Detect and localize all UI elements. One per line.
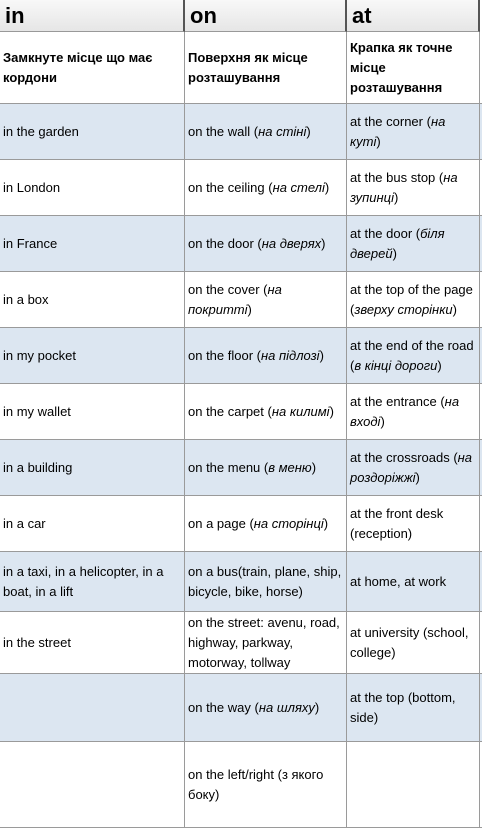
cell-at: at the door (біля дверей) (347, 216, 480, 271)
cell-on: on the ceiling (на стелі) (185, 160, 347, 215)
cell-in: in France (0, 216, 185, 271)
cell-in (0, 742, 185, 827)
cell-in (0, 674, 185, 741)
cell-in: in London (0, 160, 185, 215)
cell-at: at university (school, college) (347, 612, 480, 673)
cell-in: in my wallet (0, 384, 185, 439)
cell-in: in the street (0, 612, 185, 673)
cell-on: on a bus(train, plane, ship, bicycle, bike, horse) (185, 552, 347, 611)
subheader-on: Поверхня як місце розташування (185, 32, 347, 103)
column-header-at: at (347, 0, 480, 32)
subheader-at: Крапка як точне місце розташування (347, 32, 480, 103)
table-row (0, 384, 482, 440)
table-row (0, 612, 482, 674)
cell-at: at the front desk (reception) (347, 496, 480, 551)
cell-on: on the carpet (на килимі) (185, 384, 347, 439)
cell-on: on the way (на шляху) (185, 674, 347, 741)
cell-on: on the left/right (з якого боку) (185, 742, 347, 827)
cell-on: on the floor (на підлозі) (185, 328, 347, 383)
table-row (0, 742, 482, 828)
cell-on: on the cover (на покритті) (185, 272, 347, 327)
subheader-row (0, 32, 482, 104)
table-row (0, 328, 482, 384)
table-row (0, 272, 482, 328)
cell-in: in a building (0, 440, 185, 495)
subheader-in: Замкнуте місце що має кордони (0, 32, 185, 103)
cell-in: in a box (0, 272, 185, 327)
cell-on: on the wall (на стіні) (185, 104, 347, 159)
cell-at: at the crossroads (на роздоріжжі) (347, 440, 480, 495)
table-row (0, 104, 482, 160)
cell-at: at the bus stop (на зупинці) (347, 160, 480, 215)
cell-at: at the entrance (на вході) (347, 384, 480, 439)
table-row (0, 440, 482, 496)
cell-at: at home, at work (347, 552, 480, 611)
cell-in: in the garden (0, 104, 185, 159)
table-row (0, 160, 482, 216)
cell-at: at the top (bottom, side) (347, 674, 480, 741)
table-row (0, 552, 482, 612)
cell-at (347, 742, 480, 827)
cell-in: in a taxi, in a helicopter, in a boat, in a lift (0, 552, 185, 611)
table-row (0, 674, 482, 742)
cell-at: at the end of the road (в кінці дороги) (347, 328, 480, 383)
column-header-on: on (185, 0, 347, 32)
cell-in: in my pocket (0, 328, 185, 383)
cell-on: on the menu (в меню) (185, 440, 347, 495)
column-header-in: in (0, 0, 185, 32)
cell-in: in a car (0, 496, 185, 551)
table-row (0, 216, 482, 272)
table-row (0, 496, 482, 552)
cell-on: on a page (на сторінці) (185, 496, 347, 551)
cell-at: at the top of the page (зверху сторінки) (347, 272, 480, 327)
cell-on: on the street: avenu, road, highway, parkway, motorway, tollway (185, 612, 347, 673)
cell-at: at the corner (на куті) (347, 104, 480, 159)
cell-on: on the door (на дверях) (185, 216, 347, 271)
